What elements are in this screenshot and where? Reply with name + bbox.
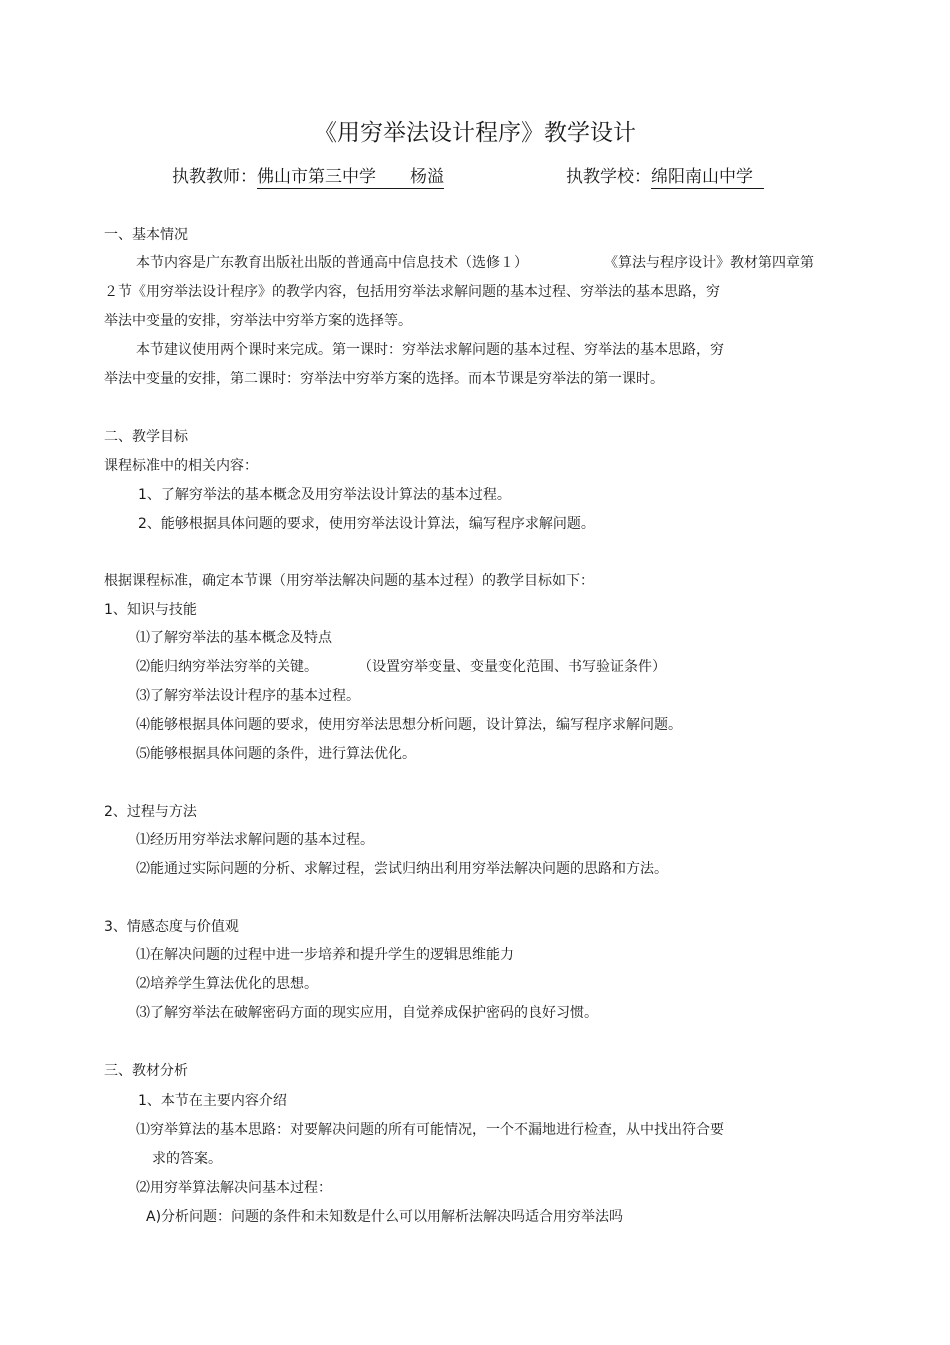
teacher-info (257, 167, 444, 189)
section-heading-basic: 一、基本情况 (104, 227, 188, 243)
paragraph-line: 课程标准中的相关内容： (104, 458, 258, 474)
list-item: ⑴穷举算法的基本思路：对要解决问题的所有可能情况，一个不漏地进行检查，从中找出符合要 (136, 1122, 724, 1138)
school-name: 绵阳南山中学 (651, 167, 764, 189)
paragraph-line: 根据课程标准，确定本节课（用穷举法解决问题的基本过程）的教学目标如下： (104, 573, 594, 589)
paragraph-line: ２节《用穷举法设计程序》的教学内容，包括用穷举法求解问题的基本过程、穷举法的基本思路，穷 (104, 284, 720, 300)
subsection-heading: 1、知识与技能 (104, 602, 197, 618)
list-item: ⑴在解决问题的过程中进一步培养和提升学生的逻辑思维能力 (136, 947, 514, 963)
paragraph-line: 本节内容是广东教育出版社出版的普通高中信息技术（选修１） (136, 255, 528, 271)
list-item: ⑴经历用穷举法求解问题的基本过程。 (136, 832, 374, 848)
teacher-label: 执教教师： (172, 167, 257, 187)
list-item: ⑵用穷举算法解决问基本过程： (136, 1180, 332, 1196)
paragraph-line: 《算法与程序设计》教材第四章第 (604, 255, 814, 271)
list-item: ⑶了解穷举法设计程序的基本过程。 (136, 688, 360, 704)
teacher-name: 杨溢 (410, 167, 444, 187)
list-item: 2、能够根据具体问题的要求，使用穷举法设计算法，编写程序求解问题。 (138, 516, 595, 532)
list-item: ⑸能够根据具体问题的条件，进行算法优化。 (136, 746, 416, 762)
subsection-heading: 1、本节在主要内容介绍 (138, 1093, 287, 1109)
list-item: ⑶了解穷举法在破解密码方面的现实应用，自觉养成保护密码的良好习惯。 (136, 1005, 598, 1021)
school-line (566, 166, 764, 188)
list-item: ⑴了解穷举法的基本概念及特点 (136, 630, 332, 646)
list-item: ⑵培养学生算法优化的思想。 (136, 976, 318, 992)
section-heading-goals: 二、教学目标 (104, 429, 188, 445)
list-item: 1、了解穷举法的基本概念及用穷举法设计算法的基本过程。 (138, 487, 511, 503)
list-item-continuation: 求的答案。 (152, 1151, 222, 1167)
list-item: ⑵能通过实际问题的分析、求解过程，尝试归纳出利用穷举法解决问题的思路和方法。 (136, 861, 668, 877)
paragraph-line: 举法中变量的安排，穷举法中穷举方案的选择等。 (104, 313, 412, 329)
list-item: ⑷能够根据具体问题的要求，使用穷举法思想分析问题，设计算法，编写程序求解问题。 (136, 717, 682, 733)
paragraph-line: 举法中变量的安排，第二课时：穷举法中穷举方案的选择。而本节课是穷举法的第一课时。 (104, 371, 664, 387)
teacher-line (172, 166, 444, 188)
school-label: 执教学校： (566, 167, 651, 187)
paragraph-line: 本节建议使用两个课时来完成。第一课时：穷举法求解问题的基本过程、穷举法的基本思路，穷 (136, 342, 724, 358)
list-item-note: （设置穷举变量、变量变化范围、书写验证条件） (358, 659, 666, 675)
document-title: 《用穷举法设计程序》教学设计 (314, 120, 636, 146)
subsection-heading: 3、情感态度与价值观 (104, 919, 239, 935)
teacher-unit: 佛山市第三中学 (257, 167, 376, 187)
subsection-heading: 2、过程与方法 (104, 804, 197, 820)
list-item: A)分析问题：问题的条件和未知数是什么可以用解析法解决吗适合用穷举法吗 (146, 1209, 624, 1225)
section-heading-material: 三、教材分析 (104, 1063, 188, 1079)
list-item: ⑵能归纳穷举法穷举的关键。 (136, 659, 318, 675)
